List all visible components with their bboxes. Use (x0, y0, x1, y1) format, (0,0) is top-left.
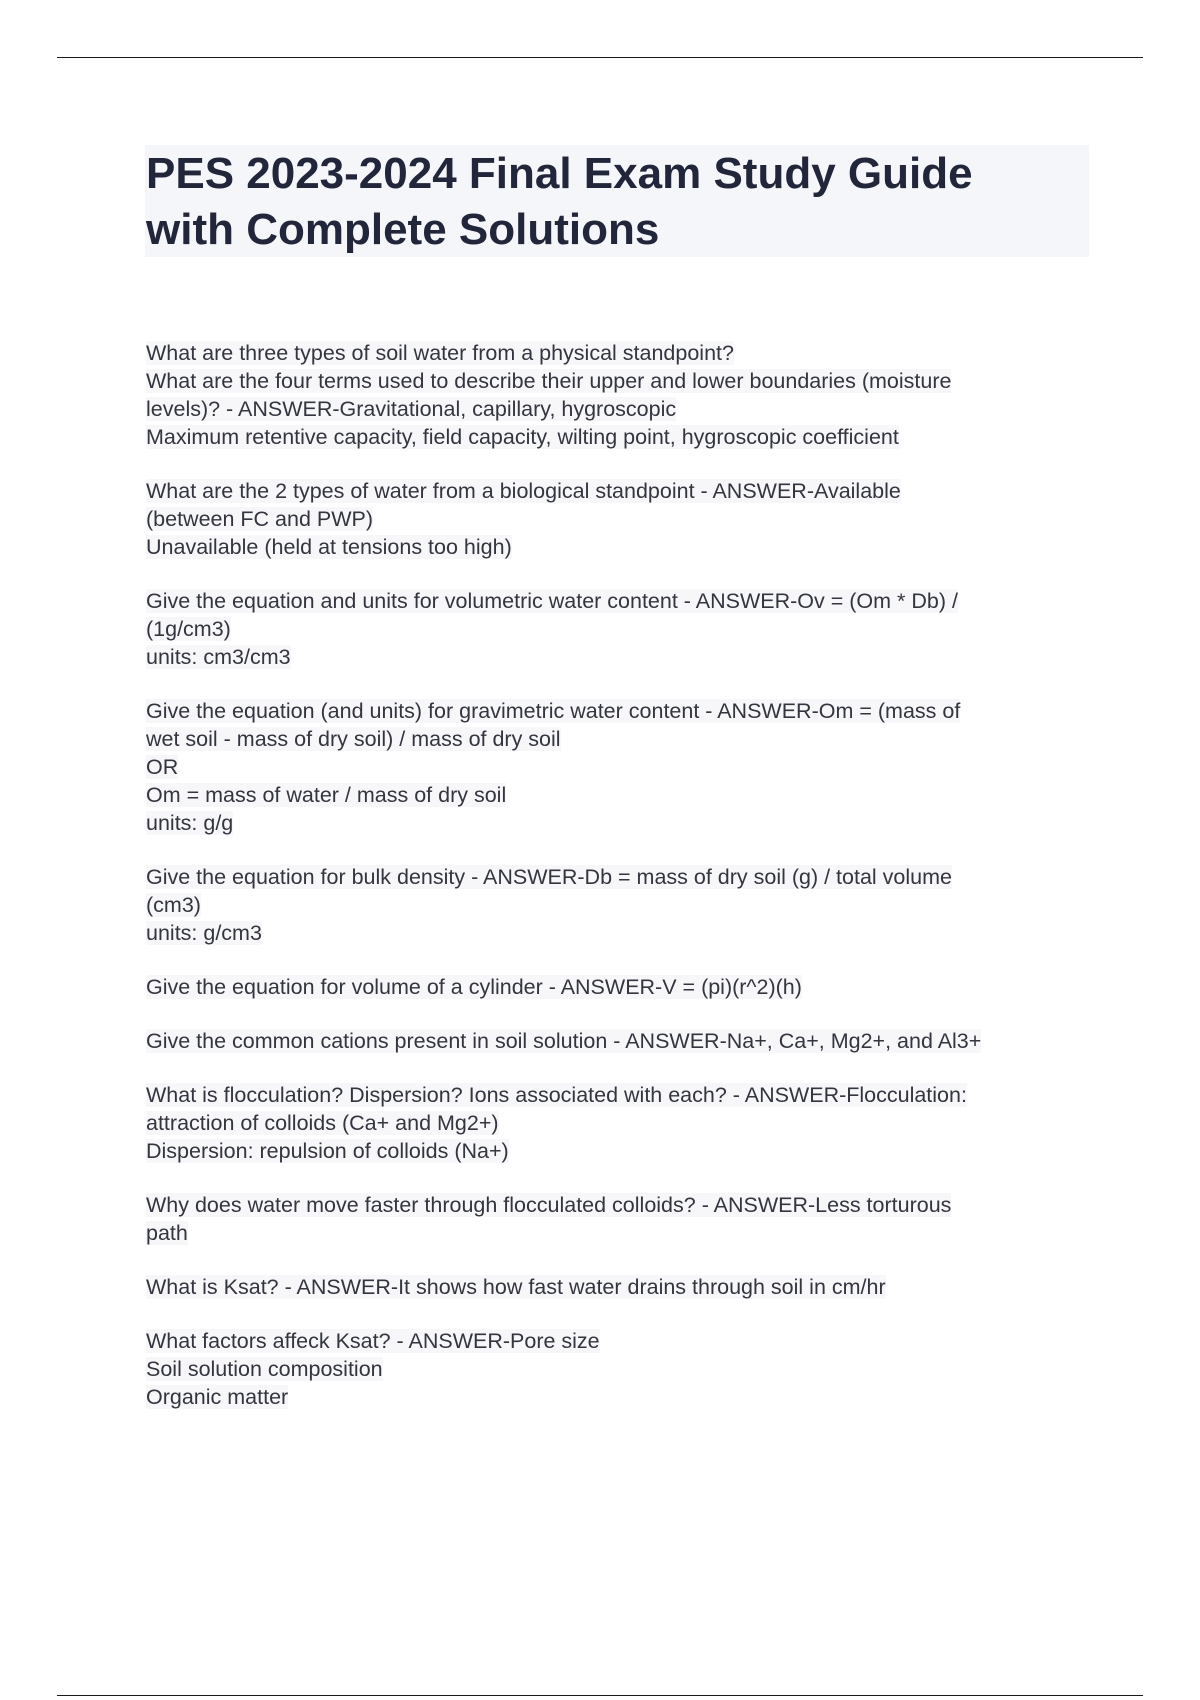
text-line: path (146, 1221, 188, 1245)
qa-item (146, 1027, 1096, 1055)
qa-item (146, 973, 1096, 1001)
text-line: (between FC and PWP) (146, 507, 374, 531)
text-line: units: cm3/cm3 (146, 645, 291, 669)
qa-item (146, 1327, 1096, 1411)
text-line: Give the equation for bulk density - ANSWER-Db = mass of dry soil (g) / total volume (146, 865, 952, 889)
text-line: Dispersion: repulsion of colloids (Na+) (146, 1139, 509, 1163)
text-line: Give the equation and units for volumetric water content - ANSWER-Ov = (Om * Db) / (146, 589, 958, 613)
qa-item (146, 1273, 1096, 1301)
footer-rule (57, 1695, 1143, 1696)
text-line: What are three types of soil water from a physical standpoint? (146, 341, 734, 365)
qa-item (146, 1191, 1096, 1247)
qa-item (146, 587, 1096, 671)
title-line: with Complete Solutions (146, 205, 660, 254)
text-line: What factors affeck Ksat? - ANSWER-Pore size (146, 1329, 600, 1353)
text-line: Om = mass of water / mass of dry soil (146, 783, 507, 807)
qa-item (146, 339, 1096, 451)
document-title (146, 146, 1086, 258)
text-line: OR (146, 755, 179, 779)
text-line: Organic matter (146, 1385, 289, 1409)
text-line: Unavailable (held at tensions too high) (146, 535, 512, 559)
qa-item (146, 1081, 1096, 1165)
text-line: (cm3) (146, 893, 201, 917)
header-rule (57, 57, 1143, 58)
text-line: Give the equation (and units) for gravimetric water content - ANSWER-Om = (mass of (146, 699, 961, 723)
text-line: units: g/cm3 (146, 921, 262, 945)
text-line: Give the common cations present in soil solution - ANSWER-Na+, Ca+, Mg2+, and Al3+ (146, 1029, 982, 1053)
text-line: levels)? - ANSWER-Gravitational, capillary, hygroscopic (146, 397, 677, 421)
qa-item (146, 863, 1096, 947)
text-line: Why does water move faster through flocculated colloids? - ANSWER-Less torturous (146, 1193, 952, 1217)
text-line: (1g/cm3) (146, 617, 231, 641)
text-line: units: g/g (146, 811, 234, 835)
text-line: Maximum retentive capacity, field capacity, wilting point, hygroscopic coefficient (146, 425, 899, 449)
text-line: Give the equation for volume of a cylinder - ANSWER-V = (pi)(r^2)(h) (146, 975, 802, 999)
qa-item (146, 697, 1096, 837)
qa-list (146, 339, 1096, 1437)
text-line: What is Ksat? - ANSWER-It shows how fast water drains through soil in cm/hr (146, 1275, 886, 1299)
title-line: PES 2023-2024 Final Exam Study Guide (146, 149, 973, 198)
qa-item (146, 477, 1096, 561)
text-line: wet soil - mass of dry soil) / mass of dry soil (146, 727, 561, 751)
text-line: What are the 2 types of water from a biological standpoint - ANSWER-Available (146, 479, 901, 503)
text-line: What are the four terms used to describe their upper and lower boundaries (moisture (146, 369, 952, 393)
text-line: What is flocculation? Dispersion? Ions associated with each? - ANSWER-Flocculation: (146, 1083, 967, 1107)
text-line: attraction of colloids (Ca+ and Mg2+) (146, 1111, 499, 1135)
text-line: Soil solution composition (146, 1357, 383, 1381)
